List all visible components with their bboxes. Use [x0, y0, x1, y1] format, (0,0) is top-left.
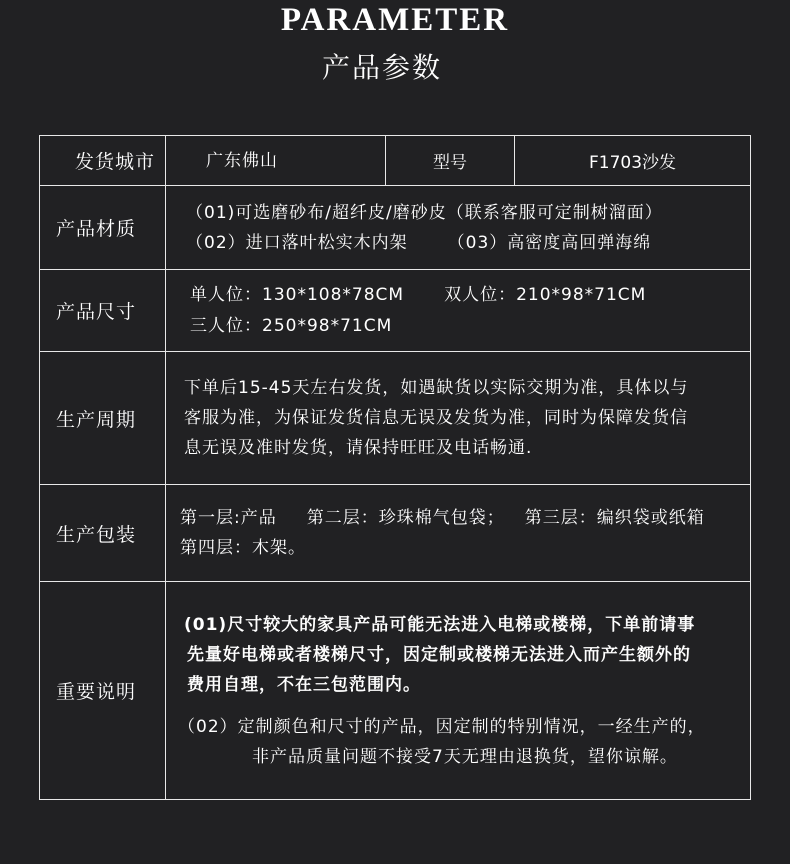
table-row-cycle [40, 352, 751, 485]
label-size: 产品尺寸 [40, 270, 166, 352]
value-city: 广东佛山 [166, 136, 386, 186]
material-foam: （03）高密度高回弹海绵 [447, 232, 652, 253]
size-single: 单人位：130*108*78CM [190, 284, 405, 305]
value-cycle [166, 352, 751, 485]
cycle-line-2: 客服为准，为保证发货信息无误及发货为准，同时为保障发货信 [184, 408, 688, 428]
value-size [166, 270, 751, 352]
cycle-line-1: 下单后15-45天左右发货，如遇缺货以实际交期为准，具体以与 [184, 378, 689, 398]
label-model: 型号 [386, 136, 515, 186]
page-title-cn: 产品参数 [321, 51, 442, 84]
size-line-1 [190, 280, 750, 311]
value-packing [166, 485, 751, 582]
note-1-line-1: (01)尺寸较大的家具产品可能无法进入电梯或楼梯，下单前请事 [184, 614, 696, 635]
value-notes [166, 582, 751, 800]
page-title-en: PARAMETER [280, 2, 510, 38]
size-triple: 三人位：250*98*71CM [190, 315, 393, 336]
packing-layer-3: 第三层：编织袋或纸箱 [524, 508, 705, 528]
value-model: F1703沙发 [515, 136, 751, 186]
parameter-table [39, 135, 751, 800]
note-1 [184, 610, 750, 700]
table-row-packing [40, 485, 751, 582]
material-line-1: （01)可选磨砂布/超纤皮/磨砂皮（联系客服可定制树溜面） [186, 202, 663, 223]
note-2 [178, 712, 750, 772]
packing-layer-4: 第四层：木架。 [180, 538, 306, 558]
table-row-material [40, 186, 751, 270]
table-row-notes [40, 582, 751, 800]
packing-layer-2: 第二层：珍珠棉气包袋； [306, 508, 505, 528]
table-row-size [40, 270, 751, 352]
label-packing: 生产包装 [40, 485, 166, 582]
label-cycle: 生产周期 [40, 352, 166, 485]
label-notes: 重要说明 [40, 582, 166, 800]
note-1-line-2: 先量好电梯或者楼梯尺寸，因定制或楼梯无法进入而产生额外的 [187, 644, 691, 665]
table-row-city [40, 136, 751, 186]
cycle-line-3: 息无误及准时发货，请保持旺旺及电话畅通. [184, 438, 533, 458]
label-material: 产品材质 [40, 186, 166, 270]
label-city: 发货城市 [40, 136, 166, 186]
packing-line-1 [180, 503, 750, 533]
value-material [166, 186, 751, 270]
material-frame: （02）进口落叶松实木内架 [186, 232, 408, 253]
size-double: 双人位：210*98*71CM [444, 284, 647, 305]
note-1-line-3: 费用自理，不在三包范围内。 [187, 674, 421, 695]
packing-layer-1: 第一层:产品 [180, 508, 277, 528]
note-2-line-2: 非产品质量问题不接受7天无理由退换货，望你谅解。 [252, 746, 678, 767]
note-2-line-1: （02）定制颜色和尺寸的产品，因定制的特别情况，一经生产的， [178, 716, 706, 737]
material-line-2 [186, 228, 750, 258]
